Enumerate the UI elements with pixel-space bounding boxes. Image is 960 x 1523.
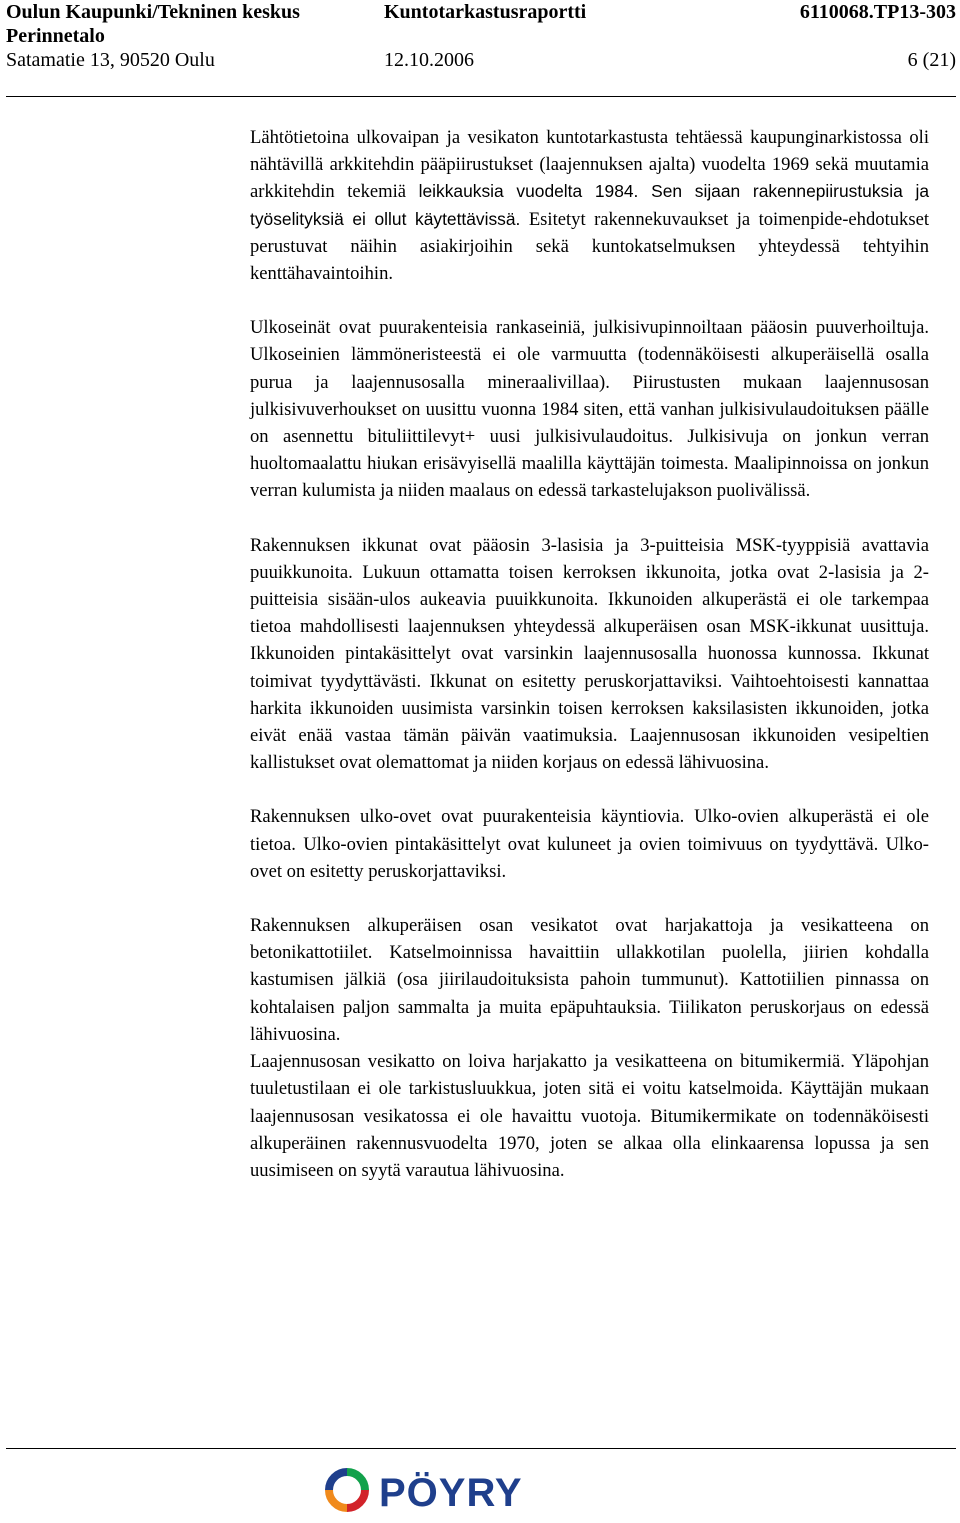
header-report-type: Kuntotarkastusraportti	[384, 1, 587, 23]
paragraph-source-data	[250, 124, 929, 287]
header-company: Oulun Kaupunki/Tekninen keskus	[6, 1, 300, 23]
poyry-logo	[325, 1468, 585, 1512]
header-row-1	[6, 0, 956, 24]
paragraph-source-data-part-3: Esitetyt rakennekuvaukset ja toimenpide-ehdotukset perustuvat näihin asiakirjoihin sekä kuntokatselmuksen yhteydessä tehtyihin kenttähavaintoihin.	[250, 208, 929, 285]
header-row-3	[6, 48, 956, 72]
paragraph-exterior-walls: Ulkoseinät ovat puurakenteisia rankaseiniä, julkisivupinnoiltaan pääosin puuverhoiltuja. Ulkoseinien lämmöneristeestä ei ole varmuutta (todennäköisesti alkuperäisellä osalla purua ja laajennusosalla mineraalivillaa). Piirustusten mukaan laajennusosan julkisivuverhoukset on uusittu vuonna 1984 siten, että vanhan julkisivulaudoituksen päälle on asennettu bituliittilevyt+ uusi julkisivulaudoitus. Julkisivuja on jonkun verran huoltomaalattu hiukan erisävyisellä maalilla käyttäjän toimesta. Maalipinnoissa on jonkun verran kulumista ja niiden maalaus on edessä tarkastelujakson puolivälissä.	[250, 317, 929, 502]
report-body	[250, 124, 929, 1211]
header-building: Perinnetalo	[6, 25, 105, 47]
header-date: 12.10.2006	[384, 49, 474, 71]
header-report-number: 6110068.TP13-303	[799, 1, 956, 23]
footer-divider	[6, 1448, 956, 1449]
header-page-number: 6 (21)	[907, 49, 956, 71]
paragraph-roof-extension: Laajennusosan vesikatto on loiva harjakatto ja vesikatteena on bitumikermiä. Yläpohjan tuuletustilaan ei ole tarkistusluukkua, joten sitä ei voitu katselmoida. Käyttäjän mukaan laajennusosan vesikatossa ei ole havaittu vuotoja. Bitumikermikate on todennäköisesti alkuperäinen rakennusvuodelta 1970, joten se alkaa olla elinkaarensa lopussa ja sen uusimiseen on syytä varautua lähivuosina.	[250, 1051, 929, 1181]
page-header	[6, 0, 956, 96]
poyry-logo-mark	[329, 1472, 365, 1508]
paragraph-roof-original: Rakennuksen alkuperäisen osan vesikatot ovat harjakattoja ja vesikatteena on betonikattotiilet. Katselmoinnissa havaittiin ullakkotilan puolella, jiirien kohdalla kastumisen jälkiä (osa jiirilaudoituksista pahoin tummunut). Kattotiilien pinnassa on kohtalaisen paljon sammalta ja muita epäpuhtauksia. Tiilikaton peruskorjaus on edessä lähivuosina.	[250, 915, 929, 1045]
paragraph-source-data-part-2: leikkauksia vuodelta 1984. Sen sijaan rakennepiirustuksia ja työselityksiä ei ollut käytettävissä.	[250, 181, 930, 229]
header-divider	[6, 96, 956, 97]
paragraph-source-data-part-1: Lähtötietoina ulkovaipan ja vesikaton kuntotarkastusta tehtäessä kaupunginarkistossa oli nähtävillä arkkitehdin pääpiirustukset (laajennuksen ajalta) vuodelta 1969 sekä muutamia arkkitehdin tekemiä	[250, 127, 929, 203]
poyry-logo-wordmark: PÖYRY	[379, 1471, 523, 1512]
paragraph-windows: Rakennuksen ikkunat ovat pääosin 3-lasisia ja 3-puitteisia MSK-tyyppisiä avattavia puuikkunoita. Lukuun ottamatta toisen kerroksen ikkunoita, jotka ovat 2-lasisia ja 2-puitteisia sisään-ulos aukeavia puuikkunoita. Ikkunoiden alkuperästä ei ole tarkempaa tietoa mahdollisesti laajennuksen yhteydessä alkuperäisen osan MSK-ikkunat uusittuja. Ikkunoiden pintakäsittelyt ovat varsinkin laajennusosalla huonossa kunnossa. Ikkunat toimivat tyydyttävästi. Ikkunat on esitetty peruskorjattaviksi. Vaihtoehtoisesti kannattaa harkita ikkunoiden uusimista varsinkin toisen kerroksen kaksilasisten ikkunoiden, jotka eivät enää vastaa tämän päivän vaatimuksia. Laajennusosan ikkunoiden vesipeltien kallistukset ovat olemattomat ja niiden korjaus on edessä lähivuosina.	[250, 534, 929, 774]
header-row-2	[6, 24, 956, 48]
paragraph-exterior-doors: Rakennuksen ulko-ovet ovat puurakenteisia käyntiovia. Ulko-ovien alkuperästä ei ole tietoa. Ulko-ovien pintakäsittelyt ovat kuluneet ja ovien toimivuus on tyydyttävä. Ulko-ovet on esitetty peruskorjattaviksi.	[250, 806, 929, 882]
header-address: Satamatie 13, 90520 Oulu	[6, 49, 215, 71]
